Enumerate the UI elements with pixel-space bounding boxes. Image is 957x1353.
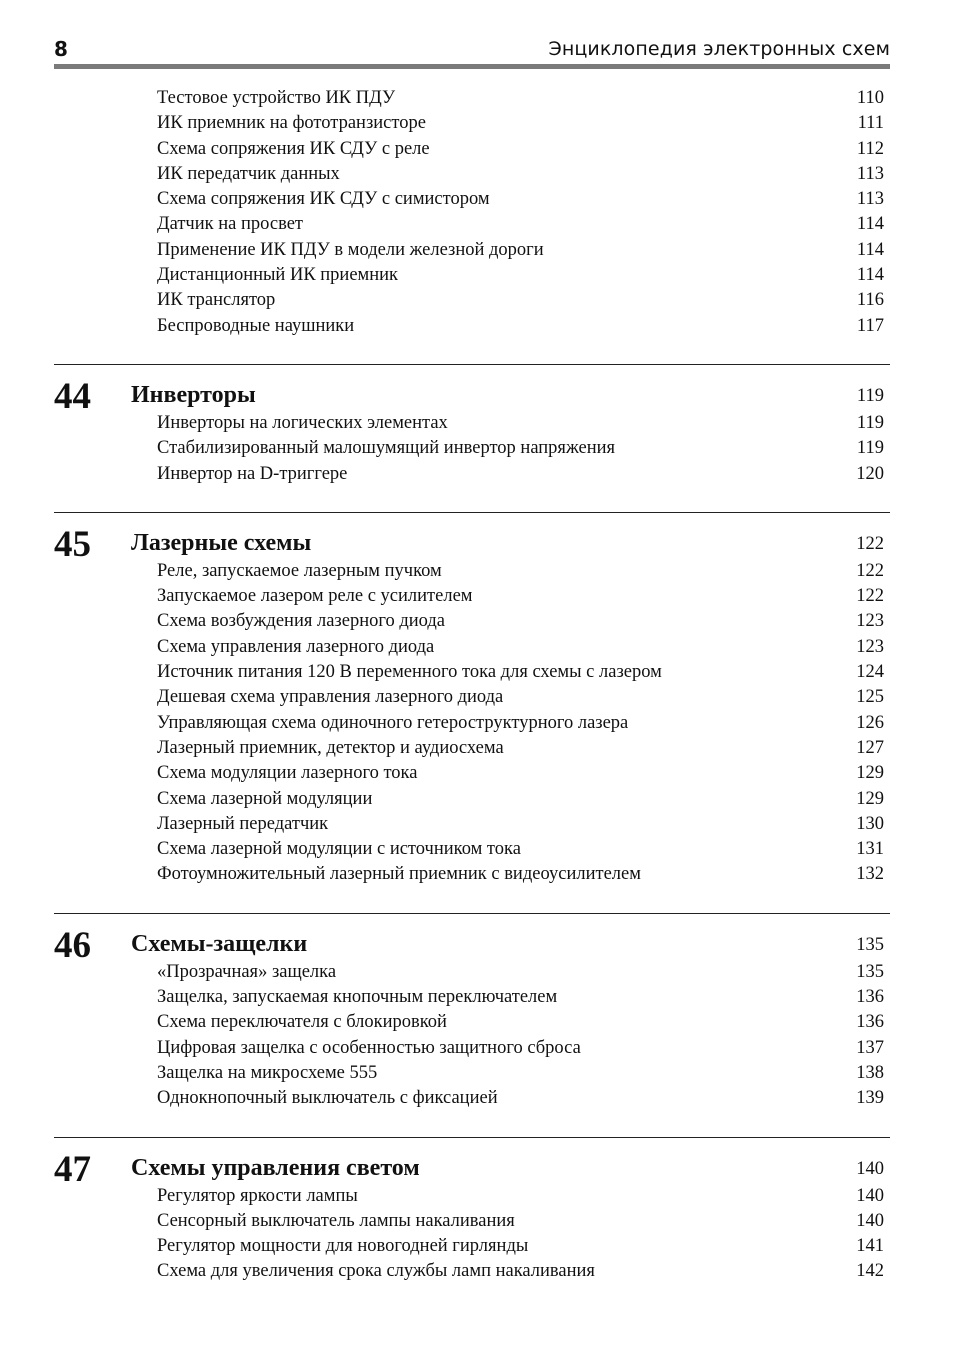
toc-entry-page: 111 (857, 113, 884, 134)
toc-entry-page: 120 (856, 463, 884, 484)
toc-entry-page: 138 (856, 1062, 884, 1083)
toc-entry-page: 127 (856, 737, 884, 758)
toc-entry (54, 187, 890, 212)
toc-entry-page: 126 (856, 712, 884, 733)
toc-entry-page: 113 (856, 163, 884, 184)
toc-entry-title: Защелка на микросхеме 555 (157, 1062, 378, 1083)
chapter-page: 122 (856, 533, 884, 554)
toc-entry-page: 114 (856, 214, 884, 235)
toc-entry-page: 132 (856, 864, 884, 885)
toc-entry-title: Регулятор яркости лампы (157, 1185, 358, 1206)
toc-entry-page: 125 (856, 687, 884, 708)
toc-entry-title: Схема возбуждения лазерного диода (157, 611, 445, 632)
toc-entry (54, 635, 890, 660)
toc-entry-title: Цифровая защелка с особенностью защитного сброса (157, 1037, 581, 1058)
toc-entry (54, 1234, 890, 1259)
toc-entry-title: «Прозрачная» защелка (157, 961, 337, 982)
toc-entry (54, 314, 890, 339)
toc-entry (54, 462, 890, 487)
running-title: Энциклопедия электронных схем (548, 38, 890, 60)
chapter-title: Лазерные схемы (131, 529, 312, 556)
chapter-section (54, 1137, 890, 1285)
toc-entry-title: ИК транслятор (157, 290, 276, 311)
toc-entry-page: 129 (856, 763, 884, 784)
toc-entry-page: 124 (856, 662, 884, 683)
toc-entry (54, 1036, 890, 1061)
toc-entry-title: Лазерный передатчик (157, 813, 329, 834)
toc-entry-title: Однокнопочный выключатель с фиксацией (157, 1088, 498, 1109)
toc-entry-page: 114 (856, 239, 884, 260)
toc-entry-page: 123 (856, 611, 884, 632)
chapter-heading (54, 1148, 890, 1190)
toc-entry (54, 1010, 890, 1035)
toc-entry-title: Инвертор на D-триггере (157, 463, 348, 484)
toc-entry (54, 711, 890, 736)
chapter-page: 135 (856, 934, 884, 955)
toc-entry-title: Схема переключателя с блокировкой (157, 1012, 447, 1033)
toc-entry (54, 812, 890, 837)
toc-entry-title: Фотоумножительный лазерный приемник с видеоусилителем (157, 864, 641, 885)
toc-entry (54, 1259, 890, 1284)
chapter-title: Схемы-защелки (131, 930, 308, 957)
toc-entry-title: Регулятор мощности для новогодней гирлянды (157, 1236, 529, 1257)
chapter-number: 44 (54, 375, 91, 417)
toc-entry-title: Источник питания 120 В переменного тока для схемы с лазером (157, 662, 662, 683)
toc-entry (54, 609, 890, 634)
chapter-title: Схемы управления светом (131, 1154, 420, 1181)
toc-entry-page: 119 (856, 412, 884, 433)
chapter-number: 45 (54, 523, 91, 565)
toc-entry (54, 411, 890, 436)
toc-entry-page: 122 (856, 586, 884, 607)
toc-entry (54, 761, 890, 786)
toc-entry (54, 86, 890, 111)
toc-entry-title: Реле, запускаемое лазерным пучком (157, 560, 442, 581)
intro-entries (54, 86, 890, 339)
chapter-number: 46 (54, 924, 91, 966)
toc-entry (54, 837, 890, 862)
toc-entry-page: 136 (856, 1012, 884, 1033)
toc-entry-title: Схема лазерной модуляции с источником тока (157, 839, 521, 860)
toc-entry-page: 116 (856, 290, 884, 311)
toc-entry-page: 119 (856, 438, 884, 459)
toc-entry-page: 114 (856, 265, 884, 286)
toc-entry-title: Датчик на просвет (157, 214, 303, 235)
toc-entry-title: Защелка, запускаемая кнопочным переключателем (157, 987, 558, 1008)
toc-entry (54, 685, 890, 710)
toc-entry-page: 131 (856, 839, 884, 860)
chapter-heading (54, 523, 890, 565)
toc-entry-title: Тестовое устройство ИК ПДУ (157, 88, 396, 108)
toc-entry-page: 139 (856, 1088, 884, 1109)
chapter-number: 47 (54, 1148, 91, 1190)
chapter-page: 119 (856, 385, 884, 406)
toc-entry (54, 787, 890, 812)
toc-entry (54, 238, 890, 263)
toc-entry (54, 1184, 890, 1209)
chapter-section (54, 512, 890, 888)
chapter-heading (54, 924, 890, 966)
toc-entry-page: 142 (856, 1261, 884, 1282)
toc-entry (54, 288, 890, 313)
toc-entry (54, 862, 890, 887)
toc-entry-page: 135 (856, 961, 884, 982)
toc-entry (54, 436, 890, 461)
chapter-page: 140 (856, 1158, 884, 1179)
toc-entry (54, 1061, 890, 1086)
toc-entry-title: ИК передатчик данных (157, 163, 340, 184)
chapter-section (54, 364, 890, 487)
toc-entry (54, 212, 890, 237)
toc-entry (54, 1086, 890, 1111)
toc-entry-title: Дешевая схема управления лазерного диода (157, 687, 504, 708)
toc-entry (54, 559, 890, 584)
toc-entry-title: Дистанционный ИК приемник (157, 265, 399, 286)
toc-entry (54, 263, 890, 288)
toc-entry-title: Применение ИК ПДУ в модели железной дороги (157, 239, 544, 260)
toc-entry-page: 141 (856, 1236, 884, 1257)
toc-entry-title: Схема лазерной модуляции (157, 788, 373, 809)
toc-entry (54, 736, 890, 761)
toc-entry-page: 130 (856, 813, 884, 834)
toc-entry-title: Схема модуляции лазерного тока (157, 763, 418, 784)
toc-entry-page: 110 (856, 88, 884, 108)
chapter-title: Инверторы (131, 381, 256, 408)
toc-entry-page: 113 (856, 189, 884, 210)
toc-entry-title: Запускаемое лазером реле с усилителем (157, 586, 473, 607)
toc-entry (54, 960, 890, 985)
toc-entry (54, 137, 890, 162)
toc-entry-title: Инверторы на логических элементах (157, 412, 448, 433)
toc-entry-title: Стабилизированный малошумящий инвертор напряжения (157, 438, 616, 459)
toc-entry-title: ИК приемник на фототранзисторе (157, 113, 426, 134)
chapter-section (54, 913, 890, 1112)
toc-entry-title: Схема для увеличения срока службы ламп накаливания (157, 1261, 595, 1282)
toc-entry-title: Схема управления лазерного диода (157, 636, 435, 657)
table-of-contents (54, 86, 890, 1285)
page-header (54, 36, 890, 62)
toc-entry-page: 137 (856, 1037, 884, 1058)
toc-entry-title: Схема сопряжения ИК СДУ с реле (157, 138, 430, 159)
toc-entry-title: Лазерный приемник, детектор и аудиосхема (157, 737, 504, 758)
toc-entry-title: Управляющая схема одиночного гетероструктурного лазера (157, 712, 629, 733)
toc-entry (54, 660, 890, 685)
toc-entry-title: Сенсорный выключатель лампы накаливания (157, 1210, 515, 1231)
toc-entry-page: 129 (856, 788, 884, 809)
toc-entry-title: Беспроводные наушники (157, 315, 355, 336)
toc-entry (54, 162, 890, 187)
chapter-heading (54, 375, 890, 417)
header-rule (54, 64, 890, 69)
toc-entry (54, 584, 890, 609)
toc-entry-page: 140 (856, 1210, 884, 1231)
toc-entry (54, 985, 890, 1010)
toc-entry-title: Схема сопряжения ИК СДУ с симистором (157, 189, 490, 210)
toc-entry-page: 136 (856, 987, 884, 1008)
toc-entry-page: 140 (856, 1185, 884, 1206)
toc-entry-page: 122 (856, 560, 884, 581)
toc-entry-page: 112 (856, 138, 884, 159)
toc-entry (54, 111, 890, 136)
page-number: 8 (54, 37, 68, 61)
toc-entry-page: 117 (856, 315, 884, 336)
toc-entry (54, 1209, 890, 1234)
toc-entry-page: 123 (856, 636, 884, 657)
